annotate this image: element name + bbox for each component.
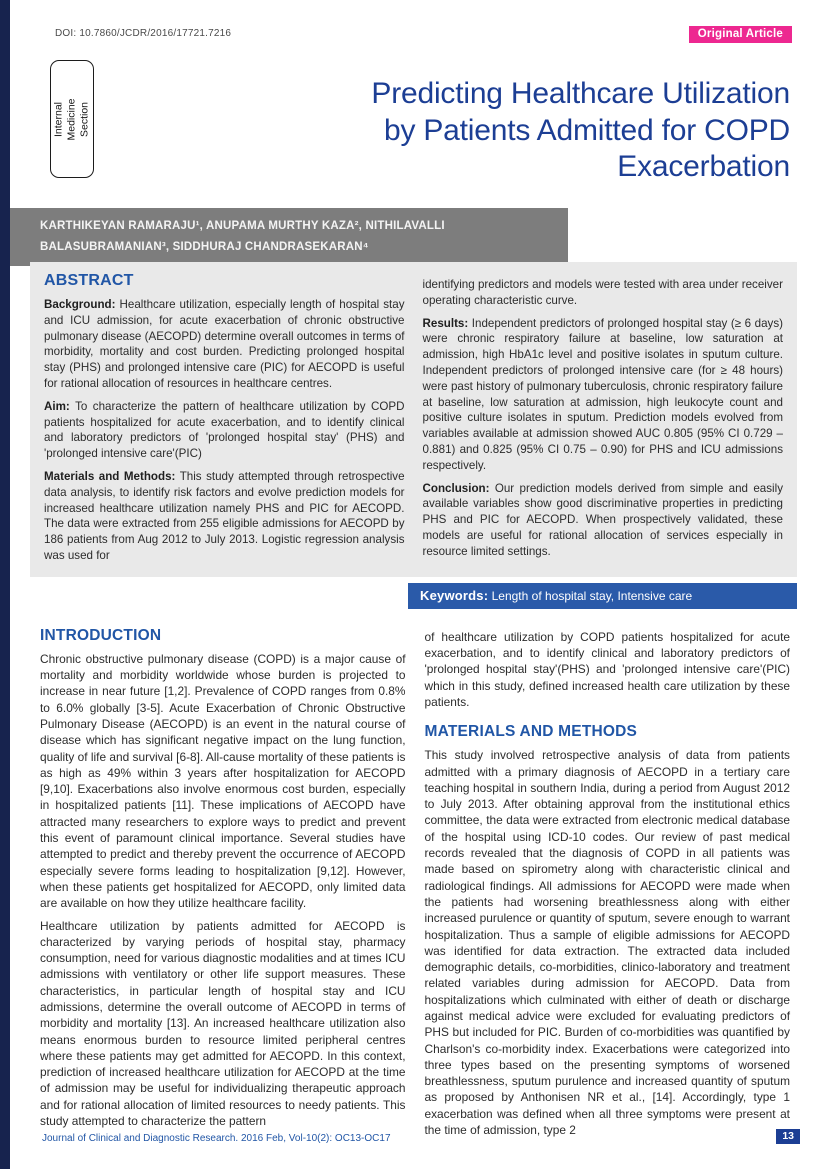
paragraph-text: Independent predictors of prolonged hospital stay (≥ 6 days) were chronic respiratory failure at baseline, low saturation at admission, high HbA1c level and positive isolates in sputum culture. Independent predictors of prolonged intensive care (for ≥ 48 hours) were past history of pulmonary tuberculosis, chronic respiratory failure at baseline, low saturation at admission, high leukocyte count and positive culture isolates in sputum. Prediction models evolved from variables available at admission showed AUC 0.805 (95% CI 0.729 – 0.881) and 0.825 (95% CI 0.75 – 0.90) for PHS and ICU admissions respectively. bbox=[422, 316, 783, 472]
abstract-paragraph bbox=[423, 481, 784, 560]
paragraph-label: Results: bbox=[422, 316, 469, 330]
abstract-paragraph bbox=[423, 316, 784, 474]
introduction-heading: INTRODUCTION bbox=[40, 626, 162, 644]
page-content bbox=[0, 262, 827, 1138]
abstract-left-column bbox=[44, 268, 405, 564]
paragraph-text: This study attempted through retrospective data analysis, to identify risk factors and evolve prediction models for increased healthcare utilization namely PHS and PIC for AECOPD. The data were extracted from 255 eligible admissions for AECOPD by 186 patients from Aug 2012 to July 2013. Logistic regression analysis was used for bbox=[44, 469, 405, 562]
abstract-section bbox=[30, 262, 797, 577]
title-line: Predicting Healthcare Utilization bbox=[371, 77, 790, 111]
paragraph-label: Conclusion: bbox=[422, 481, 490, 495]
keywords-label: Keywords: bbox=[420, 587, 489, 603]
authors-text: KARTHIKEYAN RAMARAJU¹, ANUPAMA MURTHY KAZA², NITHILAVALLI BALASUBRAMANIAN³, SIDDHURAJ CHANDRASEKARAN⁴ bbox=[40, 220, 445, 253]
title-line: by Patients Admitted for COPD bbox=[383, 113, 790, 147]
original-article-badge: Original Article bbox=[689, 26, 792, 43]
authors-bar bbox=[10, 208, 568, 266]
article-title bbox=[180, 76, 790, 186]
abstract-right-column bbox=[423, 268, 784, 564]
keywords-row bbox=[30, 583, 797, 609]
doi-text: DOI: 10.7860/JCDR/2016/17721.7216 bbox=[55, 28, 232, 39]
abstract-heading: ABSTRACT bbox=[44, 272, 134, 289]
paragraph-label: Materials and Methods: bbox=[44, 469, 176, 483]
methods-paragraph: This study involved retrospective analysis of data from patients admitted with a primary diagnosis of AECOPD in a tertiary care teaching hospital in southern India, during a period from August 2012 to July 2013. After obtaining approval from the institutional ethics committee, the data were extracted from electronic medical database of the hospital using ICD-10 codes. Our review of past medical records revealed that the diagnosis of COPD in all patients was made based on spirometry along with characteristic clinical and radiological findings. All admissions for AECOPD were made when the patients had worsening breathlessness along with either increased purulence or quantity of sputum, severe enough to warrant hospitalization. Thus a sample of eligible admissions for AECOPD was identified for data extraction. The extracted data included demographic details, co-morbidities, clinico-laboratory and treatment related variables during admission for AECOPD. Data from hospitalizations which culminated with either of death or discharge against medical advice were excluded for evaluating predictors of PHS but included for PIC. Burden of co-morbidities was quantified by Charlson's co-morbidity index. Exacerbations were categorized into three types based on the presenting symptoms of worsened breathlessness, sputum purulence and increased quantity of sputum as proposed by Anthonisen NR et al., [14]. Accordingly, type 1 exacerbation was defined when all three symptoms were present at the time of admission, type 2 bbox=[424, 748, 790, 1138]
paragraph-text: Our prediction models derived from simple and easily available variables show good discriminative properties in predicting PHS and PIC for AECOPD. When prospectively validated, these models are useful for rational allocation of services especially in resource limited settings. bbox=[422, 481, 783, 558]
continuation-paragraph: of healthcare utilization by COPD patients hospitalized for acute exacerbation, and to identify clinical and laboratory predictors of 'prolonged hospital stay'(PHS) and 'prolonged intensive care'(PIC) which in this study, defined increased health care utilization by these patients. bbox=[424, 629, 790, 709]
journal-citation: Journal of Clinical and Diagnostic Research. 2016 Feb, Vol-10(2): OC13-OC17 bbox=[42, 1133, 391, 1144]
abstract-paragraph bbox=[44, 399, 405, 462]
abstract-continuation-paragraph bbox=[423, 277, 784, 309]
paragraph-text: To characterize the pattern of healthcare utilization by COPD patients hospitalized for acute exacerbation, and to identify clinical and laboratory predictors of 'prolonged hospital stay' (PHS) and 'prolonged intensive care'(PIC) bbox=[44, 399, 405, 461]
paragraph-text: Healthcare utilization, especially length of hospital stay and ICU admission, for acute exacerbation of chronic obstructive pulmonary disease (AECOPD) determine overall outcomes in terms of morbidity, mortality and cost burden. Predicting prolonged hospital stay (PHS) and prolonged intensive care (PIC) for AECOPD is useful for rational allocation of resources in healthcare centres. bbox=[44, 298, 405, 390]
body-right-column bbox=[425, 625, 791, 1139]
abstract-paragraph bbox=[44, 297, 405, 392]
methods-heading: MATERIALS AND METHODS bbox=[424, 723, 638, 741]
keywords-bar bbox=[408, 583, 797, 609]
page-number: 13 bbox=[776, 1129, 800, 1144]
body-left-column bbox=[40, 625, 406, 1139]
intro-paragraph: Chronic obstructive pulmonary disease (COPD) is a major cause of mortality and morbidity worldwide whose burden is projected to increase in near future [1,2]. Prevalence of COPD ranges from 0.8% to 6.0% globally [3-5]. Acute Exacerbation of Chronic Obstructive Pulmonary Disease (AECOPD) is an event in the natural course of disease which has significant negative impact on the lung function, quality of life and survival [6-8]. All-cause mortality of these patients is as high as 49% within 3 years after hospitalization for AECOPD [9,10]. Exacerbations also involve enormous cost burden, especially in hospitalized patients [11]. These implications of AECOPD have attracted many researchers to explore ways to predict and prevent this event of paramount clinical importance. Several studies have attempted to predict and thereby prevent the occurrence of AECOPD especially severe forms leading to hospitalization [9,12]. However, when these patients get hospitalized for AECOPD, only limited data are available on how they utilize healthcare facility. bbox=[40, 651, 406, 911]
section-label: Internal Medicine Section bbox=[52, 97, 91, 141]
abstract-paragraph bbox=[44, 469, 405, 564]
body-columns bbox=[40, 625, 790, 1139]
intro-paragraph: Healthcare utilization by patients admitted for AECOPD is characterized by varying periods of hospital stay, pharmacy consumption, need for various diagnostic modalities and at times ICU admissions with ventilatory or other life support measures. These characteristics, in particular length of hospital stay and ICU admissions, determine the overall outcome of AECOPD in terms of morbidity and mortality [13]. An increased healthcare utilization also means enormous burden to resource limited peripheral centres where these patients may get admitted for AECOPD. In this context, prediction of increased healthcare utilization for AECOPD at the time of admission may be useful for individualizing therapeutic approach and for rational allocation of limited resources to needy patients. This study attempted to characterize the pattern bbox=[40, 918, 406, 1129]
section-label-box bbox=[50, 60, 94, 178]
paragraph-label: Aim: bbox=[44, 399, 70, 413]
keywords-text: Length of hospital stay, Intensive care bbox=[491, 588, 693, 603]
paragraph-text: identifying predictors and models were tested with area under receiver operating characteristic curve. bbox=[422, 278, 783, 307]
title-line: Exacerbation bbox=[617, 150, 790, 184]
paragraph-label: Background: bbox=[44, 298, 116, 311]
